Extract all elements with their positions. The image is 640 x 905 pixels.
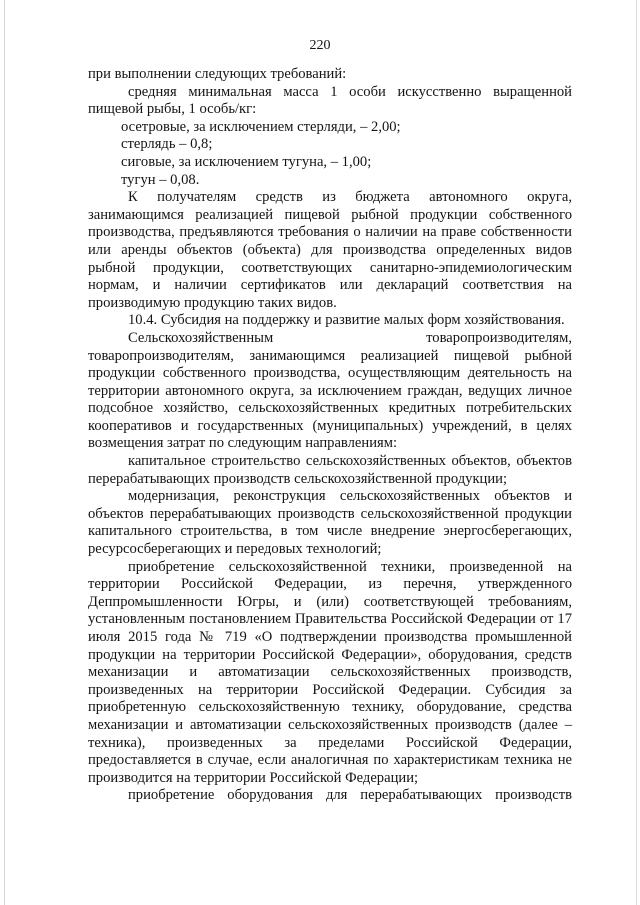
page-edge-right — [636, 0, 637, 905]
page-edge-left — [4, 0, 5, 905]
list-item: осетровые, за исключением стерляди, – 2,00; — [121, 118, 401, 135]
paragraph: Сельскохозяйственным товаропроизводителям, товаропроизводителям, занимающимся реализацией пищевой рыбной продукции собственного производства, осуществляющим деятельность на территории автономного округа, за исключением граждан, ведущих личное подсобное хозяйство, сельскохозяйственных кредитных потребительских кооперативов и государственных (муниципальных) учреждений, в целях возмещения затрат по следующим направлениям: — [88, 329, 572, 452]
document-body — [88, 66, 572, 805]
list-item: приобретение сельскохозяйственной техники, произведенной на территории Российской Федерации, из перечня, утвержденного Деппромышленности Югры, и (или) соответствующей требованиям, установленным постановлением Правительства Российской Федерации от 17 июля 2015 года № 719 «О подтверждении производства промышленной продукции на территории Российской Федерации», оборудования, средств механизации и автоматизации сельскохозяйственных производств, произведенных на территории Российской Федерации. Субсидия за приобретенную сельскохозяйственную технику, оборудование, средства механизации и автоматизации сельскохозяйственных производств (далее – техника), произведенных за пределами Российской Федерации, предоставляется в случае, если аналогичная по характеристикам техника не производится на территории Российской Федерации; — [88, 558, 572, 786]
list-item: сиговые, за исключением тугуна, – 1,00; — [121, 153, 372, 170]
list-item: тугун – 0,08. — [121, 171, 200, 188]
list-item: капитальное строительство сельскохозяйственных объектов, объектов перерабатывающих производств сельскохозяйственной продукции; — [88, 453, 572, 487]
page-number: 220 — [309, 38, 331, 53]
list-item: стерлядь – 0,8; — [121, 136, 213, 153]
section-heading: 10.4. Субсидия на поддержку и развитие малых форм хозяйствования. — [128, 312, 565, 329]
paragraph: при выполнении следующих требований: — [88, 66, 347, 82]
list-item: приобретение оборудования для перерабатывающих производств — [128, 787, 572, 804]
paragraph: средняя минимальная масса 1 особи искусственно выращенной пищевой рыбы, 1 особь/кг: — [88, 83, 572, 118]
list-item: модернизация, реконструкция сельскохозяйственных объектов и объектов перерабатывающих производств сельскохозяйственной продукции капитального строительства, в том числе внедрение энергосберегающих, ресурсосберегающих и передовых технологий; — [88, 488, 572, 558]
paragraph: К получателям средств из бюджета автономного округа, занимающимся реализацией пищевой рыбной продукции собственного производства, предъявляются требования о наличии на праве собственности или аренды объектов (объекта) для производства определенных видов рыбной продукции, соответствующих санитарно-эпидемиологическим нормам, и наличии сертификатов или деклараций соответствия на производимую продукцию таких видов. — [88, 189, 572, 311]
